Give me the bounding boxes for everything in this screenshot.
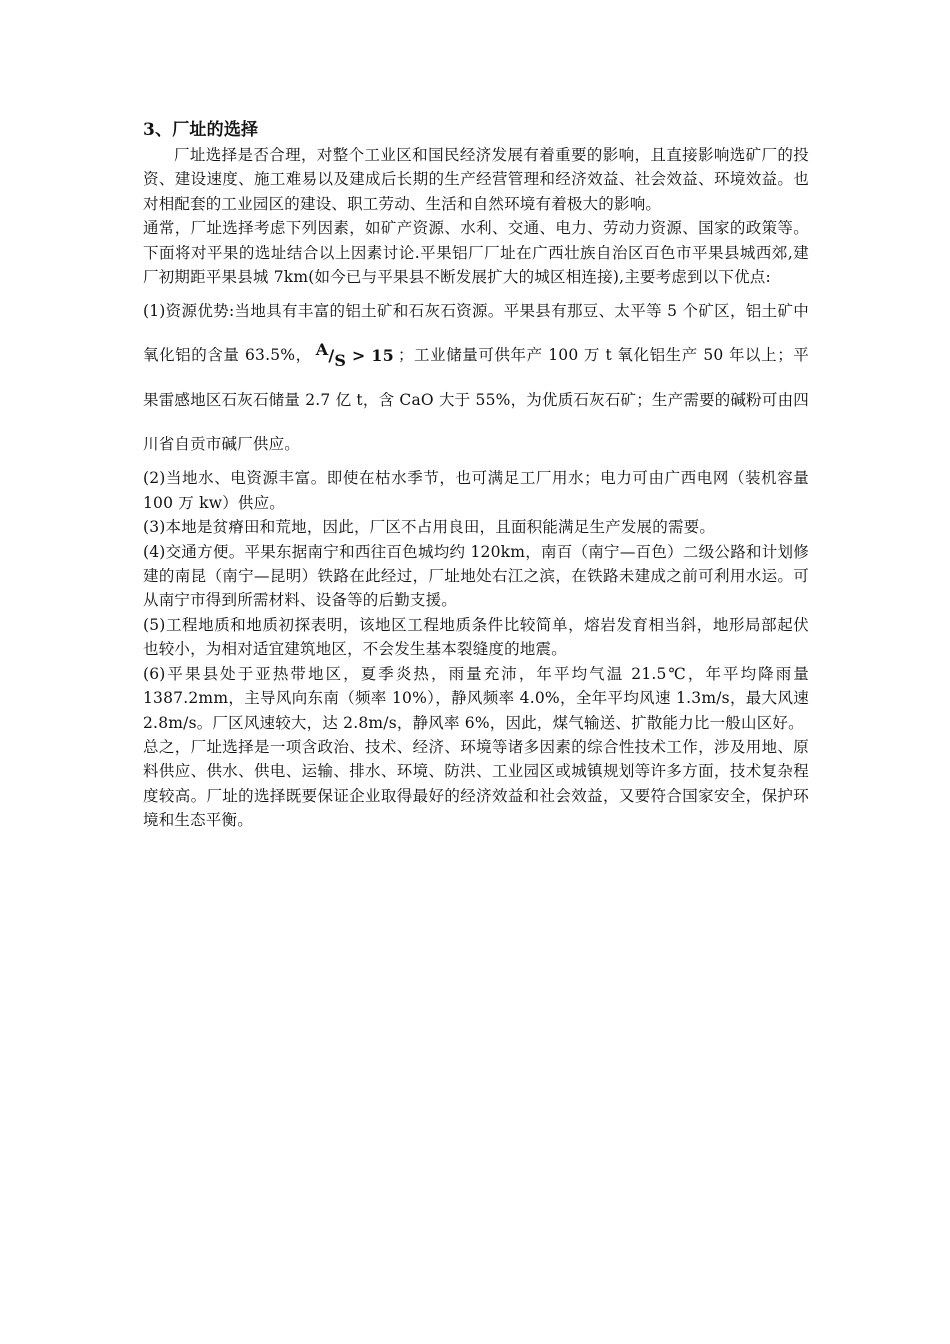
paragraph-transport: (4)交通方便。平果东据南宁和西往百色城均约 120km，南百（南宁—百色）二级公路和计划修建的南昆（南宁—昆明）铁路在此经过，厂址地处右江之滨，在铁路未建成之前可利用水运。可从南宁市得到所需材料、设备等的后勤支援。 [143, 542, 809, 610]
ratio-formula [316, 334, 394, 378]
paragraph-summary: 总之，厂址选择是一项含政治、技术、经济、环境等诸多因素的综合性技术工作，涉及用地、原料供应、供水、供电、运输、排水、环境、防洪、工业园区或城镇规划等许多方面，技术复杂程度较高。厂址的选择既要保证企业取得最好的经济效益和社会效益，又要符合国家安全，保护环境和生态平衡。 [143, 737, 809, 830]
paragraph-factors: 通常，厂址选择考虑下列因素，如矿产资源、水利、交通、电力、劳动力资源、国家的政策等。下面将对平果的选址结合以上因素讨论.平果铝厂厂址在广西壮族自治区百色市平果县城西郊,建厂初期距平果县城 7km(如今已与平果县不断发展扩大的城区相连接),主要考虑到以下优点: [143, 219, 809, 287]
document-body [143, 117, 809, 833]
paragraph-water-power: (2)当地水、电资源丰富。即使在枯水季节，也可满足工厂用水；电力可由广西电网（装机容量 100 万 kw）供应。 [143, 469, 809, 512]
paragraph-intro: 厂址选择是否合理，对整个工业区和国民经济发展有着重要的影响，且直接影响选矿厂的投资、建设速度、施工难易以及建成后长期的生产经营管理和经济效益、社会效益、环境效益。也对相配套的工业园区的建设、职工劳动、生活和自然环境有着极大的影响。 [143, 146, 809, 213]
paragraph-climate: (6)平果县处于亚热带地区，夏季炎热，雨量充沛，年平均气温 21.5℃，年平均降雨量 1387.2mm，主导风向东南（频率 10%），静风频率 4.0%，全年平均风速 1.3m/s，最大风速 2.8m/s。厂区风速较大，达 2.8m/s，静风率 6%，因此，煤气输送、扩散能力比一般山区好。 [143, 664, 809, 732]
paragraph-geology: (5)工程地质和地质初探表明，该地区工程地质条件比较简单，熔岩发育相当斜，地形局部起伏也较小，为相对适宜建筑地区，不会发生基本裂缝度的地震。 [143, 615, 809, 659]
formula-slash: / [328, 346, 335, 366]
formula-denominator: S [334, 351, 347, 371]
section-heading: 3、厂址的选择 [143, 120, 259, 140]
resource-text-part2: ；工业储量可供年产 100 万 t 氧化铝生产 50 年以上；平果雷感地区石灰石储量 2.7 亿 t，含 CaO 大于 55%，为优质石灰石矿；生产需要的碱粉可由四川省自贡市碱厂供应。 [143, 346, 809, 454]
resource-text-part1: (1)资源优势:当地具有丰富的铝土矿和石灰石资源。平果县有那豆、太平等 5 个矿区，铝土矿中氧化铝的含量 63.5%， [143, 302, 809, 365]
paragraph-resource-advantage [143, 289, 809, 466]
paragraph-land: (3)本地是贫瘠田和荒地，因此，厂区不占用良田，且面积能满足生产发展的需要。 [143, 518, 716, 537]
formula-numerator: A [315, 340, 329, 360]
formula-inequality: > 15 [346, 346, 394, 366]
